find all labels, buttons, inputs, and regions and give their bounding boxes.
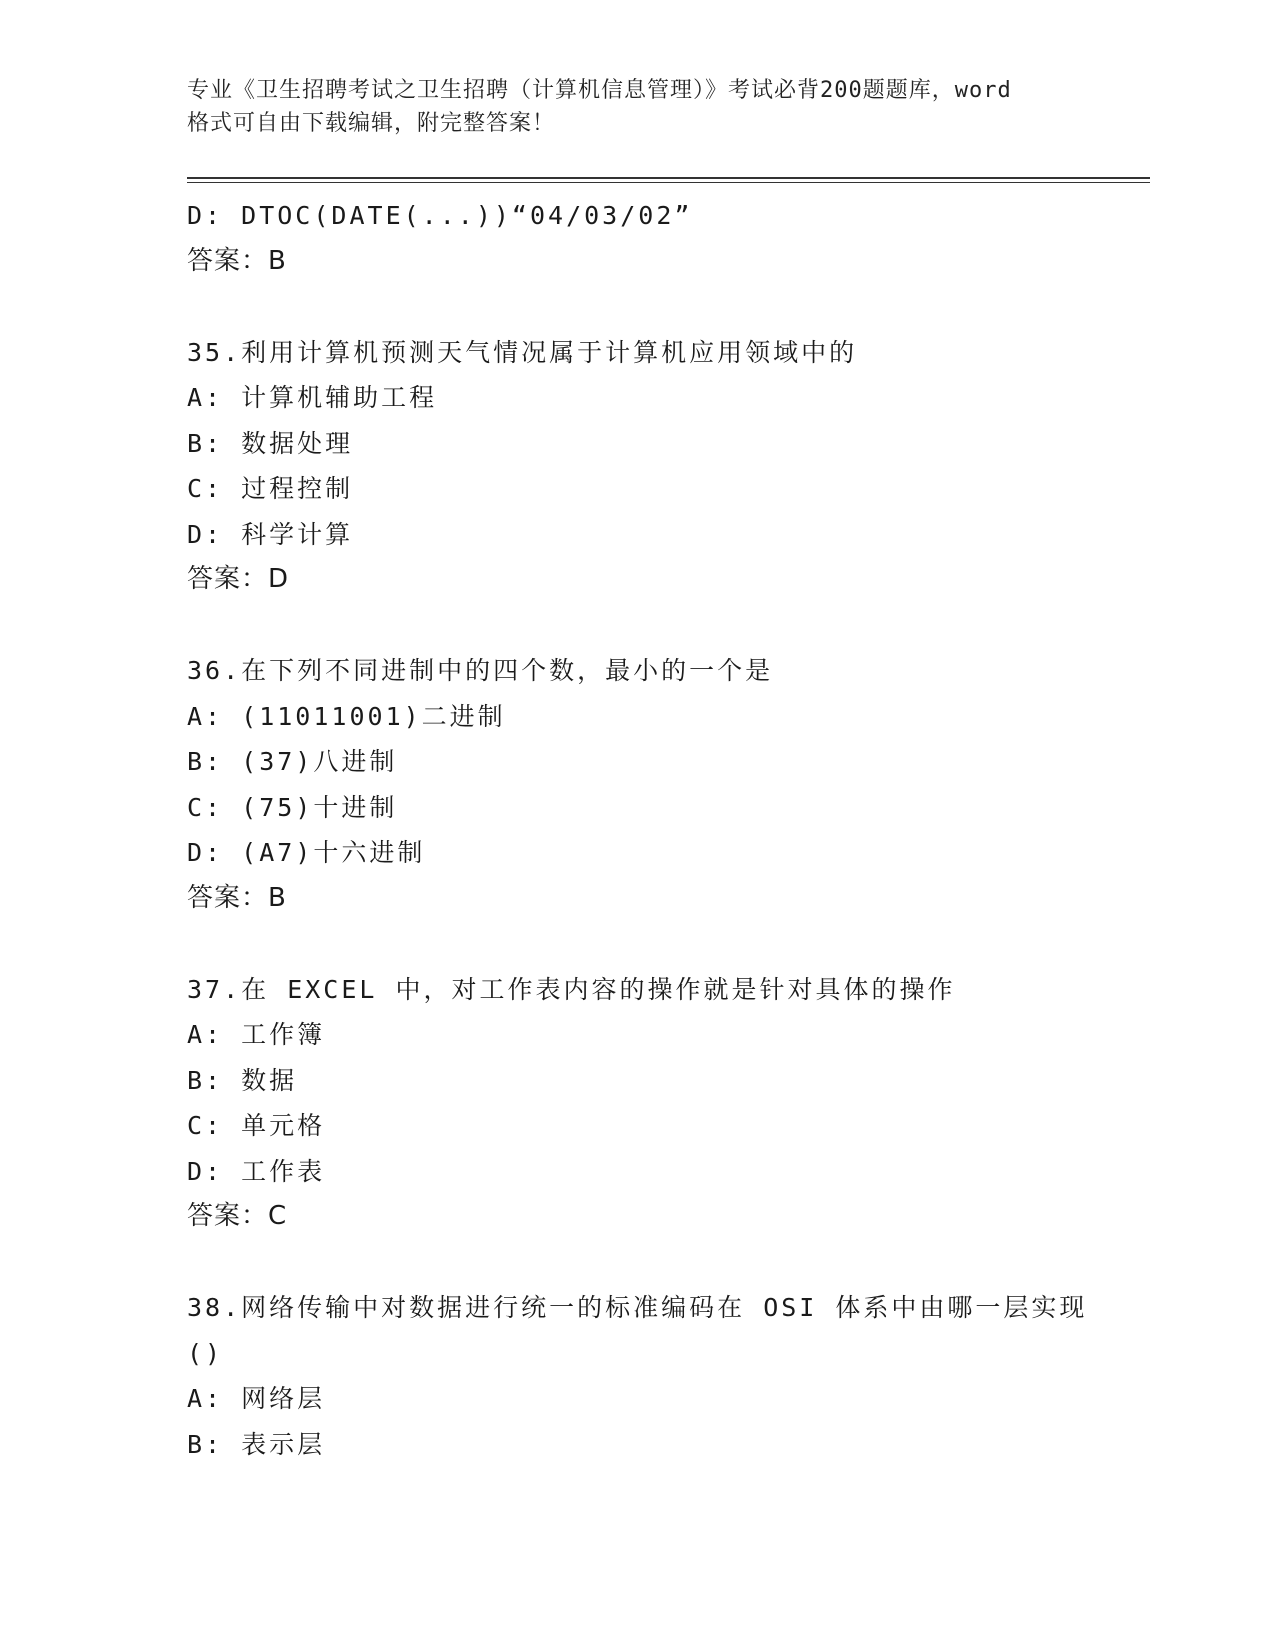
option-c: C: 过程控制 (187, 474, 354, 503)
option-a: A: 计算机辅助工程 (187, 383, 438, 412)
option-d: D: 工作表 (187, 1156, 326, 1186)
header-rule-thin (187, 182, 1150, 183)
spacer (187, 1240, 1147, 1286)
spacer (187, 284, 1147, 330)
question-36 (187, 648, 1147, 921)
option-a: A: (11011001)二进制 (187, 701, 506, 731)
spacer (187, 603, 1147, 649)
question-37 (187, 967, 1147, 1240)
option-b: B: 表示层 (187, 1429, 326, 1459)
question-38 (187, 1285, 1147, 1467)
header-line-2: 格式可自由下载编辑，附完整答案！ (187, 111, 556, 136)
question-35 (187, 330, 1147, 603)
answer-line: 答案：D (187, 564, 290, 594)
option-a: A: 工作簿 (187, 1020, 326, 1049)
header-line-1: 专业《卫生招聘考试之卫生招聘（计算机信息管理）》考试必背200题题库，word (187, 78, 1012, 103)
spacer (187, 921, 1147, 967)
answer-line: 答案：B (187, 245, 287, 276)
option-b: B: 数据 (187, 1065, 298, 1095)
question-stem: 38.网络传输中对数据进行统一的标准编码在 OSI 体系中由哪一层实现 (187, 1293, 1088, 1322)
answer-line: 答案：B (187, 882, 287, 913)
question-stem: 37.在 EXCEL 中，对工作表内容的操作就是针对具体的操作 (187, 974, 956, 1004)
question-stem-continuation: () (187, 1338, 224, 1368)
option-d: D: 科学计算 (187, 519, 354, 549)
header-rule-thick (187, 177, 1150, 179)
option-d: D: DTOC(DATE(...))“04/03/02” (187, 201, 693, 230)
option-b: B: 数据处理 (187, 428, 354, 458)
option-c: C: 单元格 (187, 1111, 326, 1140)
option-b: B: (37)八进制 (187, 747, 398, 776)
question-stem: 35.利用计算机预测天气情况属于计算机应用领域中的 (187, 337, 858, 367)
option-c: C: (75)十进制 (187, 792, 398, 822)
answer-line: 答案：C (187, 1201, 288, 1231)
question-list (187, 193, 1147, 1467)
option-d: D: (A7)十六进制 (187, 838, 426, 867)
document-header (187, 74, 1087, 140)
question-stem: 36.在下列不同进制中的四个数，最小的一个是 (187, 656, 774, 685)
option-a: A: 网络层 (187, 1384, 326, 1413)
